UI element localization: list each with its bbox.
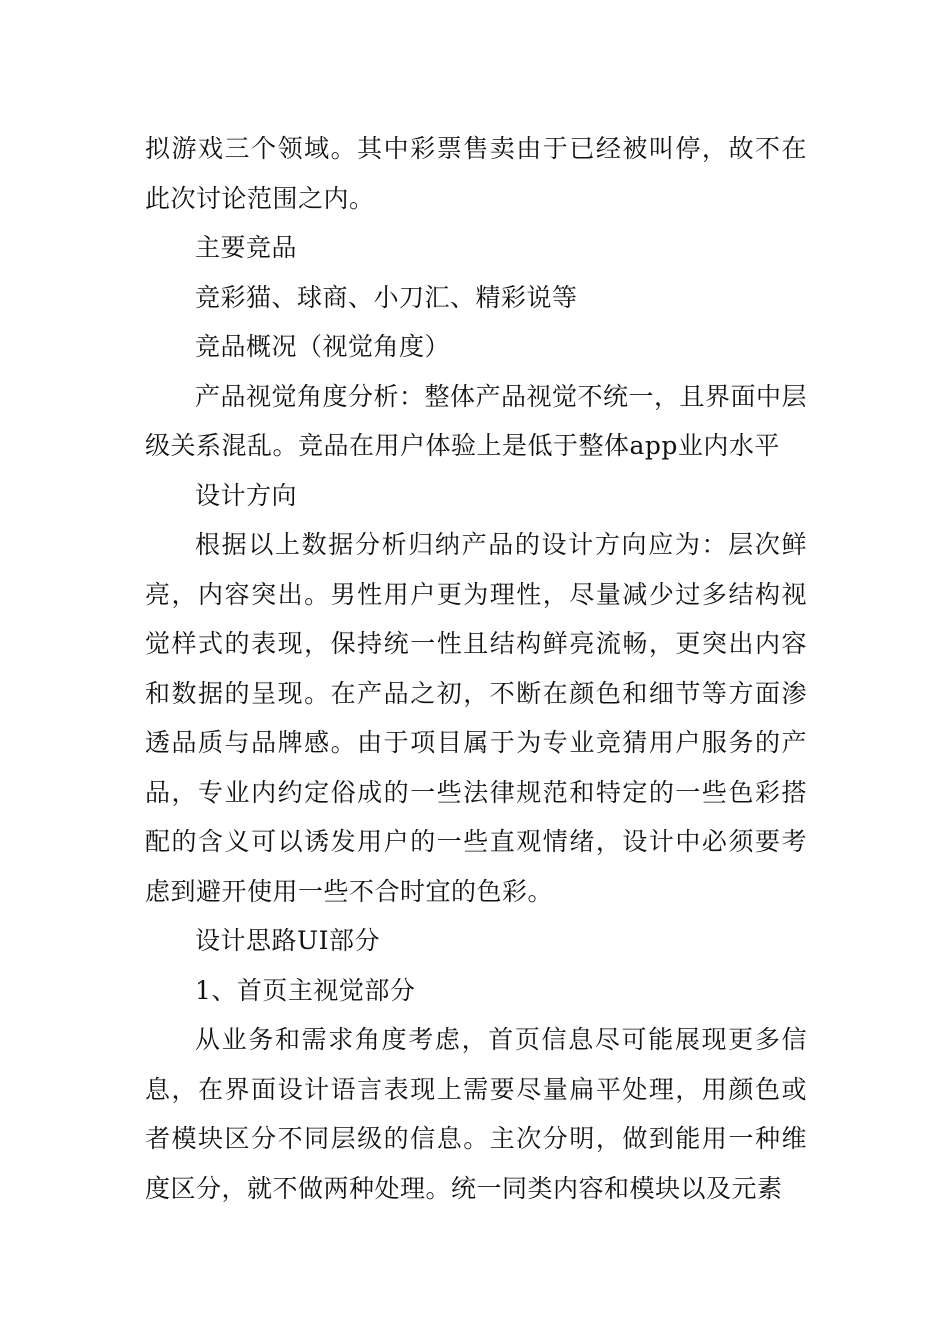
paragraph-homepage-visual: 从业务和需求角度考虑，首页信息尽可能展现更多信息，在界面设计语言表现上需要尽量扁平处理，用颜色或者模块区分不同层级的信息。主次分明，做到能用一种维度区分，就不做两种处理。统一同类内容和模块以及元素 bbox=[145, 1025, 807, 1203]
document-body bbox=[145, 124, 807, 1213]
heading-homepage-visual: 1、首页主视觉部分 bbox=[195, 975, 416, 1005]
heading-competitor-overview: 竞品概况（视觉角度） bbox=[195, 332, 451, 361]
heading-design-ideas-ui: 设计思路UI部分 bbox=[195, 926, 380, 955]
heading-main-competitors: 主要竞品 bbox=[195, 233, 298, 262]
paragraph-visual-analysis: 产品视觉角度分析：整体产品视觉不统一，且界面中层级关系混乱。竞品在用户体验上是低于整体app业内水平 bbox=[145, 381, 808, 460]
heading-design-direction: 设计方向 bbox=[195, 480, 298, 510]
paragraph-competitor-list: 竞彩猫、球商、小刀汇、精彩说等 bbox=[195, 282, 578, 312]
paragraph-design-direction: 根据以上数据分析归纳产品的设计方向应为：层次鲜亮，内容突出。男性用户更为理性，尽量减少过多结构视觉样式的表现，保持统一性且结构鲜亮流畅，更突出内容和数据的呈现。在产品之初，不断在颜色和细节等方面渗透品质与品牌感。由于项目属于为专业竞猜用户服务的产品，专业内约定俗成的一些法律规范和特定的一些色彩搭配的含义可以诱发用户的一些直观情绪，设计中必须要考虑到避开使用一些不合时宜的色彩。 bbox=[145, 530, 807, 906]
paragraph-continuation: 拟游戏三个领域。其中彩票售卖由于已经被叫停，故不在此次讨论范围之内。 bbox=[145, 134, 807, 213]
